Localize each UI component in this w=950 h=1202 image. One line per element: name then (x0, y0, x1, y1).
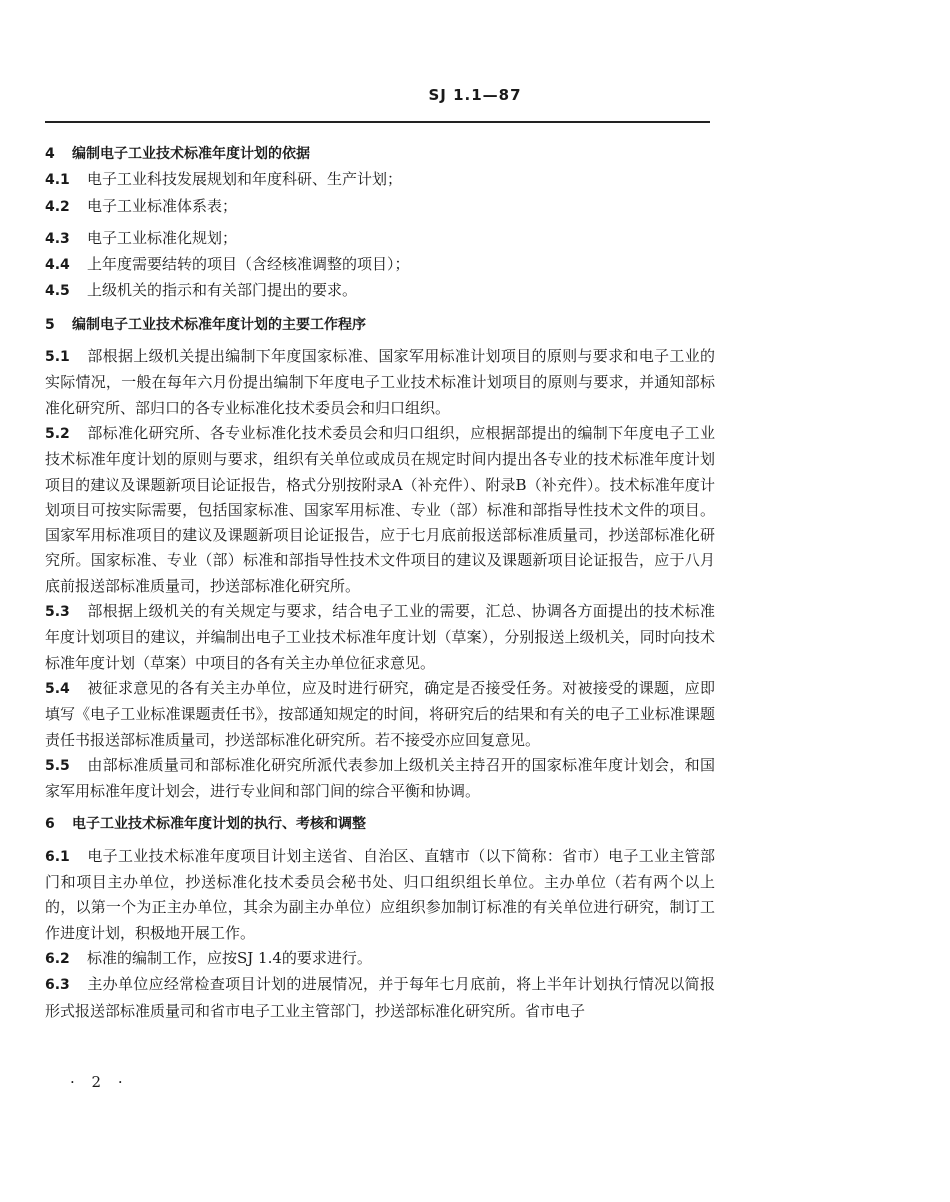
section-heading-5 (45, 313, 715, 338)
clause-text: 电子工业标准化规划； (87, 228, 238, 247)
clause-text: 部标准化研究所、各专业标准化技术委员会和归口组织，应根据部提出的编制下年度电子工业技术标准年度计划的原则与要求，组织有关单位或成员在规定时间内提出各专业的技术标准年度计划项目的建议及课题新项目论证报告，格式分别按附录A（补充件）、附录B（补充件）。技术标准年度计划项目可按实际需要，包括国家标准、国家军用标准、专业（部）标准和部指导性技术文件的项目。国家军用标准项目的建议及课题新项目论证报告，应于七月底前报送部标准质量司，抄送部标准化研究所。国家标准、专业（部）标准和部指导性技术文件项目的建议及课题新项目论证报告，应于八月底前报送部标准质量司，抄送部标准化研究所。 (45, 423, 715, 595)
clause-4-3 (45, 226, 715, 252)
clause-6-3 (45, 972, 715, 1024)
clause-5-3 (45, 599, 715, 676)
section-title: 编制电子工业技术标准年度计划的依据 (72, 146, 310, 162)
clause-5-1 (45, 344, 715, 421)
clause-text: 电子工业标准体系表； (87, 196, 238, 215)
section-heading-4 (45, 142, 715, 167)
page-number: · 2 · (70, 1073, 129, 1091)
clause-5-2 (45, 421, 715, 599)
clause-6-1 (45, 844, 715, 946)
clause-number: 5.3 (45, 604, 70, 621)
clause-text: 电子工业科技发展规划和年度科研、生产计划； (87, 170, 403, 189)
clause-number: 5.2 (45, 425, 70, 442)
clause-number: 5.4 (45, 680, 70, 697)
clause-text: 上年度需要结转的项目（含经核准调整的项目）； (87, 255, 410, 274)
clause-number: 4.2 (45, 198, 70, 215)
clause-text: 主办单位应经常检查项目计划的进展情况，并于每年七月底前，将上半年计划执行情况以简报形式报送部标准质量司和省市电子工业主管部门，抄送部标准化研究所。省市电子 (45, 975, 715, 1020)
clause-4-1 (45, 167, 715, 193)
section-title: 编制电子工业技术标准年度计划的主要工作程序 (72, 316, 366, 333)
clause-6-2 (45, 946, 715, 972)
clause-number: 4.5 (45, 283, 70, 300)
clause-5-4 (45, 676, 715, 753)
clause-4-2 (45, 194, 715, 220)
clause-text: 部根据上级机关提出编制下年度国家标准、国家军用标准计划项目的原则与要求和电子工业的实际情况，一般在每年六月份提出编制下年度电子工业技术标准计划项目的原则与要求，并通知部标准化研究所、部归口的各专业标准化技术委员会和归口组织。 (45, 347, 715, 417)
clause-4-5 (45, 278, 715, 304)
section-number: 4 (45, 146, 55, 162)
document-body (45, 142, 715, 1024)
clause-number: 4.1 (45, 172, 70, 189)
clause-number: 4.3 (45, 230, 70, 247)
clause-text: 电子工业技术标准年度项目计划主送省、自治区、直辖市（以下简称：省市）电子工业主管部门和项目主办单位，抄送标准化技术委员会秘书处、归口组织组长单位。主办单位（若有两个以上的，以第一个为正主办单位，其余为副主办单位）应组织参加制订标准的有关单位进行研究，制订工作进度计划，积极地开展工作。 (45, 846, 715, 942)
clause-number: 4.4 (45, 257, 70, 274)
section-number: 6 (45, 816, 55, 833)
clause-number: 5.5 (45, 757, 70, 774)
section-heading-6 (45, 812, 715, 837)
clause-text: 标准的编制工作，应按SJ 1.4的要求进行。 (87, 948, 372, 967)
section-number: 5 (45, 316, 55, 333)
clause-number: 6.2 (45, 950, 70, 967)
clause-number: 5.1 (45, 349, 70, 366)
document-code-header: SJ 1.1—87 (428, 86, 522, 104)
clause-text: 由部标准质量司和部标准化研究所派代表参加上级机关主持召开的国家标准年度计划会，和国家军用标准年度计划会，进行专业间和部门间的综合平衡和协调。 (45, 755, 715, 801)
clause-text: 部根据上级机关的有关规定与要求，结合电子工业的需要，汇总、协调各方面提出的技术标准年度计划项目的建议，并编制出电子工业技术标准年度计划（草案），分别报送上级机关，同时向技术标准年度计划（草案）中项目的各有关主办单位征求意见。 (45, 602, 715, 672)
header-rule (45, 121, 710, 123)
section-title: 电子工业技术标准年度计划的执行、考核和调整 (72, 816, 366, 833)
clause-text: 被征求意见的各有关主办单位，应及时进行研究，确定是否接受任务。对被接受的课题，应即填写《电子工业标准课题责任书》，按部通知规定的时间，将研究后的结果和有关的电子工业标准课题责任书报送部标准质量司，抄送部标准化研究所。若不接受亦应回复意见。 (45, 678, 715, 749)
clause-number: 6.1 (45, 848, 70, 865)
clause-5-5 (45, 753, 715, 805)
clause-4-4 (45, 252, 715, 278)
clause-number: 6.3 (45, 977, 70, 994)
clause-text: 上级机关的指示和有关部门提出的要求。 (87, 281, 358, 300)
